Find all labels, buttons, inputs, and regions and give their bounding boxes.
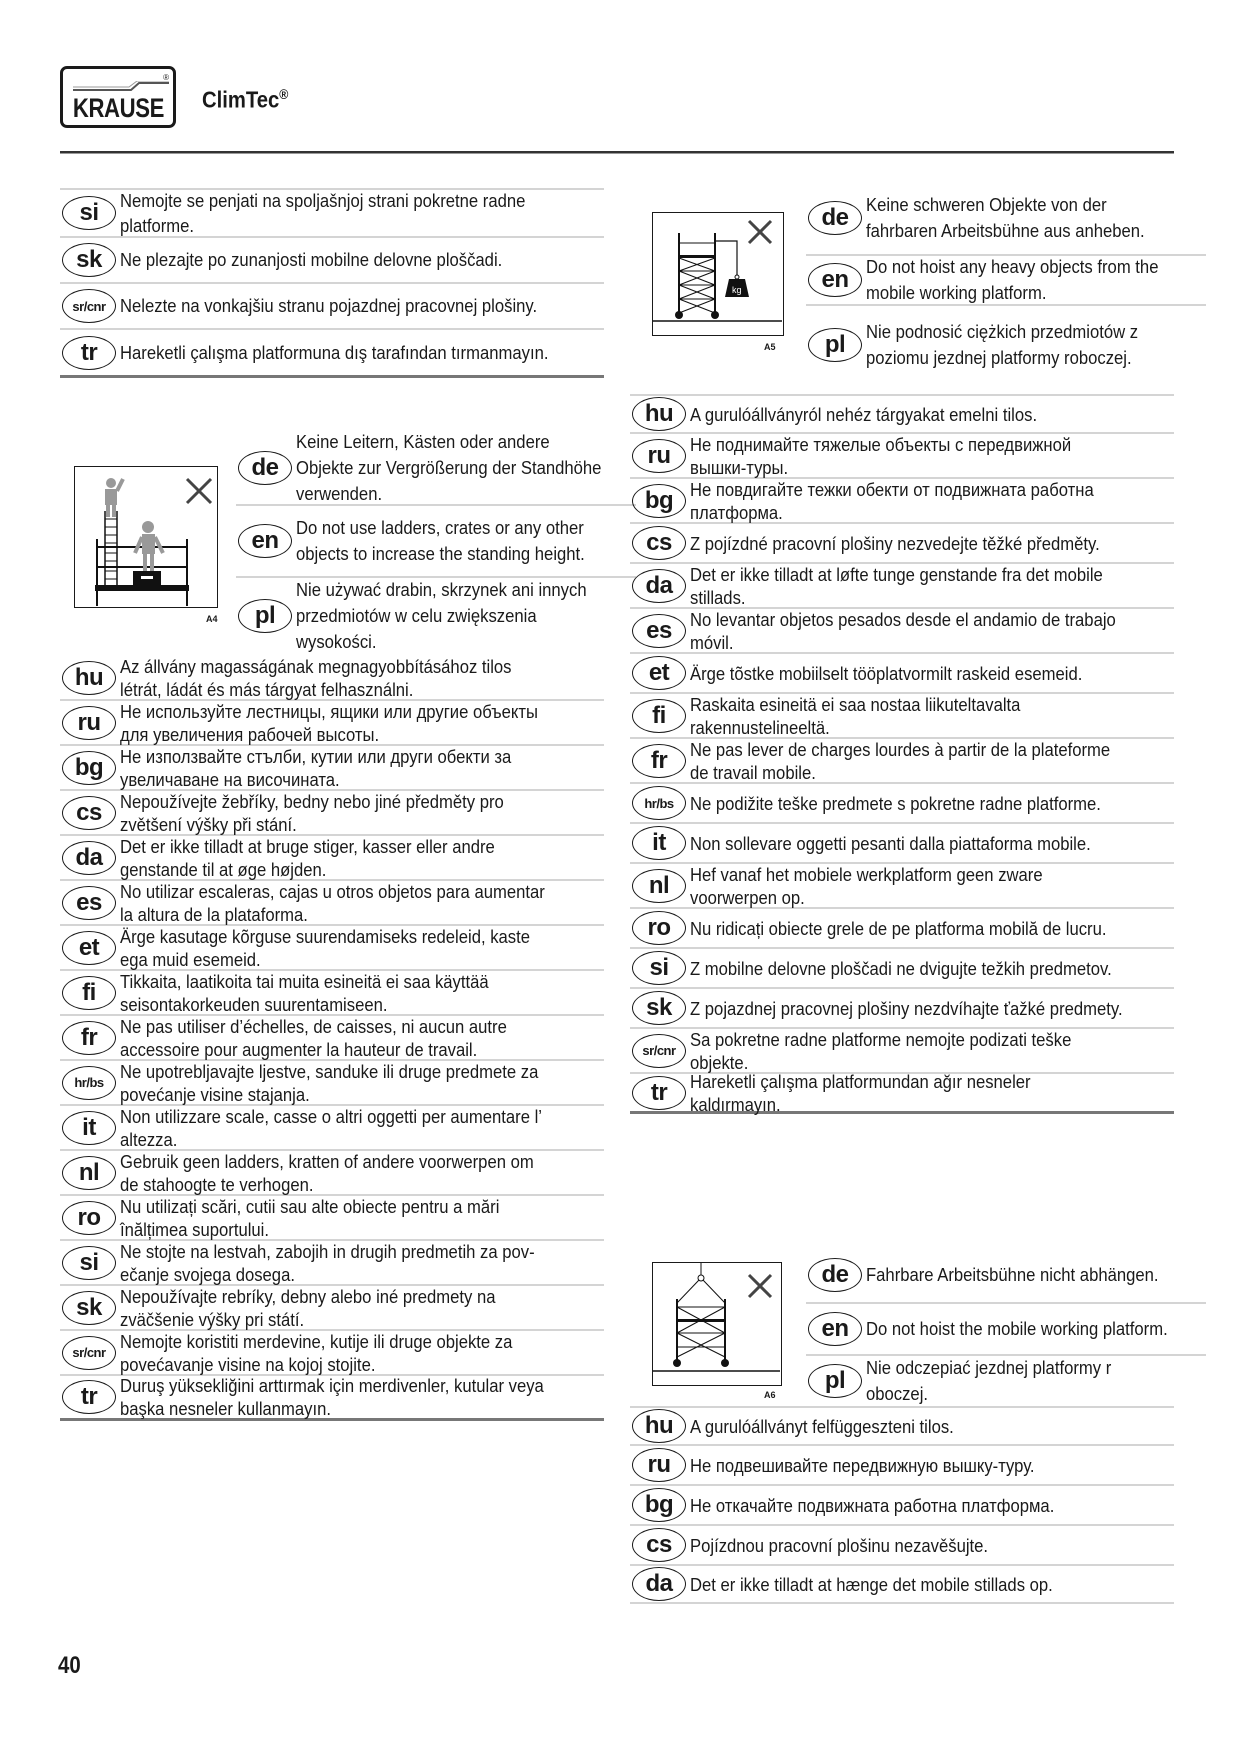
lang-badge: pl: [808, 1364, 862, 1398]
lang-row: [806, 306, 1206, 384]
lang-row: [60, 791, 604, 836]
a6-header-block: [630, 1248, 1174, 1406]
lang-badge: da: [62, 841, 116, 875]
lang-row: [60, 836, 604, 881]
section-a6-no-hoisting: [630, 1248, 1174, 1604]
lang-badge: bg: [632, 1488, 686, 1522]
lang-badge: tr: [62, 1380, 116, 1414]
instruction-text: Non utilizzare scale, casse o altri oggetti per aumentare l’ altezza.: [120, 1105, 542, 1150]
lang-badge: si: [632, 951, 686, 985]
a4-figure: [60, 432, 236, 656]
lang-row: [630, 1526, 1174, 1566]
lang-badge: da: [632, 569, 686, 603]
lang-row: [806, 1304, 1206, 1356]
a5-header-block: [630, 182, 1174, 394]
a5-primary-languages: [806, 182, 1206, 394]
lang-badge: da: [632, 1567, 686, 1601]
lang-row: [630, 739, 1174, 784]
lang-badge: cs: [62, 796, 116, 830]
instruction-text: Det er ikke tilladt at løfte tunge genstande fra det mobile stillads.: [690, 563, 1103, 608]
instruction-text: Nie używać drabin, skrzynek ani innych przedmiotów w celu zwiększenia wysokości.: [296, 579, 587, 652]
lang-badge: cs: [632, 526, 686, 560]
section-climb-outside-continued: [60, 188, 604, 378]
page-header: [60, 64, 1180, 154]
no-crane-lifting-icon: [652, 1262, 782, 1386]
instruction-text: Hareketli çalışma platformuna dış tarafından tırmanmayın.: [120, 341, 549, 363]
lang-badge: en: [808, 263, 862, 297]
lang-row: [236, 432, 636, 506]
instruction-text: Не повдигайте тежки обекти от подвижната работна платформа.: [690, 478, 1094, 523]
instruction-text: Nepoužívajte rebríky, debny alebo iné predmety na zväčšenie výšky pri státí.: [120, 1285, 496, 1330]
instruction-text: Не подвешивайте передвижную вышку-туру.: [690, 1454, 1035, 1476]
krause-logo: [60, 66, 176, 128]
instruction-text: Ärge kasutage kõrguse suurendamiseks redeleid, kaste ega muid esemeid.: [120, 925, 531, 970]
a6-figure: [630, 1248, 806, 1406]
lang-row: [60, 1016, 604, 1061]
instruction-text: A gurulóállványt felfüggeszteni tilos.: [690, 1415, 954, 1437]
lang-row: [60, 1106, 604, 1151]
lang-badge: et: [62, 931, 116, 965]
lang-row: [630, 479, 1174, 524]
instruction-text: Hareketli çalışma platformundan ağır nesneler kaldırmayın.: [690, 1070, 1031, 1115]
lang-badge: fi: [632, 699, 686, 733]
lang-badge: ru: [632, 1448, 686, 1482]
lang-badge: ru: [632, 439, 686, 473]
instruction-text: Не откачайте подвижната работна платформа.: [690, 1494, 1055, 1516]
a6-translation-list: [630, 1406, 1174, 1604]
lang-row: [60, 1376, 604, 1421]
lang-badge: es: [62, 886, 116, 920]
instruction-text: Nemojte koristiti merdevine, kutije ili druge objekte za povećavanje visine na kojoj stojite.: [120, 1330, 513, 1375]
lang-badge: bg: [632, 484, 686, 518]
lang-badge: hr/bs: [632, 786, 686, 820]
lang-row: [630, 864, 1174, 909]
lang-row: [630, 989, 1174, 1029]
lang-row: [60, 238, 604, 284]
lang-row: [630, 784, 1174, 824]
lang-badge: de: [238, 451, 292, 485]
lang-row: [630, 564, 1174, 609]
figure-label: A6: [764, 1390, 776, 1400]
instruction-text: Raskaita esineitä ei saa nostaa liikuteltavalta rakennustelineeltä.: [690, 693, 1021, 738]
lang-row: [630, 654, 1174, 694]
a5-figure: [630, 182, 806, 394]
a5-translation-list: [630, 394, 1174, 1114]
instruction-text: Keine Leitern, Kästen oder andere Objekte zur Vergrößerung der Standhöhe verwenden.: [296, 431, 602, 504]
logo-swoosh-icon: [73, 81, 169, 91]
product-name: ClimTec: [202, 86, 280, 113]
instruction-text: Az állvány magasságának megnagyobbításához tilos létrát, ládát és más tárgyat felhasználni.: [120, 655, 512, 700]
lang-badge: de: [808, 201, 862, 235]
lang-row: [60, 1286, 604, 1331]
a4-translation-list: [60, 656, 604, 1421]
lang-badge: si: [62, 196, 116, 230]
instruction-text: Det er ikke tilladt at hænge det mobile stillads op.: [690, 1573, 1053, 1595]
instruction-text: Не поднимайте тяжелые объекты с передвижной вышки-туры.: [690, 433, 1072, 478]
lang-row: [60, 1241, 604, 1286]
lang-badge: tr: [632, 1076, 686, 1110]
logo-text: KRAUSE: [72, 93, 164, 123]
section-a4-no-ladders: [60, 432, 604, 1421]
product-title: [202, 86, 288, 114]
lang-badge: ru: [62, 706, 116, 740]
instruction-text: Ärge tõstke mobiilselt tööplatvormilt raskeid esemeid.: [690, 662, 1083, 684]
lang-badge: tr: [62, 336, 116, 370]
lang-badge: hu: [632, 397, 686, 431]
figure-label: A5: [764, 342, 776, 352]
lang-badge: sr/cnr: [62, 289, 116, 323]
instruction-text: Fahrbare Arbeitsbühne nicht abhängen.: [866, 1264, 1159, 1285]
lang-badge: fr: [62, 1021, 116, 1055]
lang-badge: es: [632, 614, 686, 648]
lang-row: [236, 506, 636, 578]
lang-row: [630, 824, 1174, 864]
lang-row: [60, 881, 604, 926]
instruction-text: Z pojízdné pracovní plošiny nezvedejte těžké předměty.: [690, 532, 1100, 554]
lang-badge: ro: [632, 911, 686, 945]
lang-row: [630, 1408, 1174, 1446]
a4-primary-languages: [236, 432, 636, 656]
instruction-text: Gebruik geen ladders, kratten of andere voorwerpen om de stahoogte te verhogen.: [120, 1150, 534, 1195]
lang-row: [630, 1566, 1174, 1604]
lang-row: [630, 1446, 1174, 1486]
lang-row: [60, 1061, 604, 1106]
instruction-text: Sa pokretne radne platforme nemojte podizati teške objekte.: [690, 1028, 1072, 1073]
lang-row: [60, 1331, 604, 1376]
lang-badge: hr/bs: [62, 1066, 116, 1100]
product-registered-mark: ®: [279, 86, 289, 102]
header-divider: [60, 151, 1174, 154]
instruction-text: No levantar objetos pesados desde el andamio de trabajo móvil.: [690, 608, 1116, 653]
lang-badge: hu: [632, 1409, 686, 1443]
lang-badge: en: [808, 1312, 862, 1346]
lang-badge: sr/cnr: [632, 1034, 686, 1068]
lang-badge: sk: [632, 991, 686, 1025]
instruction-text: Nemojte se penjati na spoljašnjoj strani pokretne radne platforme.: [120, 190, 526, 236]
lang-row: [630, 396, 1174, 434]
no-heavy-load-hoist-icon: [652, 212, 784, 336]
instruction-text: Nie odczepiać jezdnej platformy r oboczej.: [866, 1357, 1112, 1404]
lang-badge: nl: [62, 1156, 116, 1190]
instruction-text: Hef vanaf het mobiele werkplatform geen zware voorwerpen op.: [690, 863, 1043, 908]
svg-text:kg: kg: [732, 285, 742, 295]
instruction-text: Z mobilne delovne ploščadi ne dvigujte težkih predmetov.: [690, 957, 1112, 979]
instruction-text: Ne upotrebljavajte ljestve, sanduke ili druge predmete za povećanje visine stajanja.: [120, 1060, 539, 1105]
lang-badge: pl: [808, 328, 862, 362]
lang-badge: et: [632, 656, 686, 690]
lang-row: [630, 949, 1174, 989]
lang-badge: si: [62, 1246, 116, 1280]
lang-row: [630, 1070, 1174, 1115]
lang-row: [630, 609, 1174, 654]
instruction-text: Ne podižite teške predmete s pokretne radne platforme.: [690, 792, 1101, 814]
lang-badge: sr/cnr: [62, 1336, 116, 1370]
lang-badge: cs: [632, 1528, 686, 1562]
lang-badge: nl: [632, 869, 686, 903]
lang-row: [60, 971, 604, 1016]
instruction-text: Ne stojte na lestvah, zabojih in drugih predmetih za pov-ečanje svojega dosega.: [120, 1240, 535, 1285]
lang-row: [60, 330, 604, 378]
lang-row: [236, 578, 636, 654]
lang-row: [806, 182, 1206, 256]
lang-row: [630, 434, 1174, 479]
instruction-text: Duruş yüksekliğini arttırmak için merdivenler, kutular veya başka nesneler kullanmayın.: [120, 1375, 544, 1419]
instruction-text: Не используйте лестницы, ящики или другие объекты для увеличения рабочей высоты.: [120, 700, 538, 745]
lang-badge: de: [808, 1258, 862, 1292]
page-number: 40: [58, 1652, 81, 1679]
lang-row: [806, 1356, 1206, 1406]
instruction-text: Ne plezajte po zunanjosti mobilne delovne ploščadi.: [120, 249, 503, 270]
a4-header-block: [60, 432, 604, 656]
lang-badge: fi: [62, 976, 116, 1010]
lang-badge: it: [62, 1111, 116, 1145]
instruction-text: Nie podnosić ciężkich przedmiotów z poziomu jezdnej platformy roboczej.: [866, 321, 1139, 368]
instruction-text: A gurulóállványról nehéz tárgyakat emelni tilos.: [690, 403, 1038, 425]
instruction-text: Ne pas utiliser d’échelles, de caisses, ni aucun autre accessoire pour augmenter la hauteur de travail.: [120, 1015, 507, 1060]
instruction-text: Det er ikke tilladt at bruge stiger, kasser eller andre genstande til at øge højden.: [120, 835, 495, 880]
no-ladders-on-platform-icon: [74, 466, 218, 608]
lang-badge: sk: [62, 1291, 116, 1325]
lang-row: [630, 524, 1174, 564]
lang-row: [806, 256, 1206, 306]
instruction-text: No utilizar escaleras, cajas u otros objetos para aumentar la altura de la plataforma.: [120, 880, 545, 925]
instruction-text: Do not hoist the mobile working platform.: [866, 1318, 1168, 1339]
a6-primary-languages: [806, 1248, 1206, 1406]
lang-row: [630, 694, 1174, 739]
instruction-text: Nelezte na vonkajšiu stranu pojazdnej pracovnej plošiny.: [120, 295, 538, 316]
lang-badge: sk: [62, 243, 116, 277]
instruction-text: Nepoužívejte žebříky, bedny nebo jiné předměty pro zvětšení výšky při stání.: [120, 790, 504, 835]
instruction-text: Tikkaita, laatikoita tai muita esineitä ei saa käyttää seisontakorkeuden suurentamiseen.: [120, 970, 489, 1015]
lang-row: [60, 284, 604, 330]
lang-row: [60, 1151, 604, 1196]
instruction-text: Non sollevare oggetti pesanti dalla piattaforma mobile.: [690, 832, 1091, 854]
instruction-text: Do not use ladders, crates or any other objects to increase the standing height.: [296, 517, 585, 564]
instruction-text: Не използвайте стълби, кутии или други обекти за увеличаване на височината.: [120, 745, 512, 790]
instruction-text: Z pojazdnej pracovnej plošiny nezdvíhajte ťažké predmety.: [690, 997, 1123, 1019]
lang-row: [60, 188, 604, 238]
figure-label: A4: [206, 614, 218, 624]
lang-badge: it: [632, 826, 686, 860]
lang-row: [630, 1486, 1174, 1526]
instruction-text: Pojízdnou pracovní plošinu nezavěšujte.: [690, 1534, 989, 1556]
instruction-text: Nu utilizați scări, cutii sau alte obiecte pentru a mări înălțimea suportului.: [120, 1195, 500, 1240]
lang-badge: hu: [62, 661, 116, 695]
lang-row: [60, 926, 604, 971]
lang-badge: ro: [62, 1201, 116, 1235]
lang-row: [60, 701, 604, 746]
lang-row: [630, 909, 1174, 949]
lang-badge: pl: [238, 599, 292, 633]
lang-row: [630, 1029, 1174, 1074]
instruction-text: Nu ridicați obiecte grele de pe platforma mobilă de lucru.: [690, 917, 1107, 939]
section-a5-no-heavy-objects: [630, 182, 1174, 1114]
instruction-text: Do not hoist any heavy objects from the mobile working platform.: [866, 256, 1159, 303]
lang-badge: fr: [632, 744, 686, 778]
lang-badge: en: [238, 524, 292, 558]
lang-row: [806, 1248, 1206, 1304]
instruction-text: Keine schweren Objekte von der fahrbaren Arbeitsbühne aus anheben.: [866, 194, 1145, 241]
lang-row: [60, 746, 604, 791]
lang-row: [60, 1196, 604, 1241]
lang-badge: bg: [62, 751, 116, 785]
logo-registered-mark: ®: [163, 73, 169, 82]
instruction-text: Ne pas lever de charges lourdes à partir de la plateforme de travail mobile.: [690, 738, 1111, 783]
lang-row: [60, 656, 604, 701]
